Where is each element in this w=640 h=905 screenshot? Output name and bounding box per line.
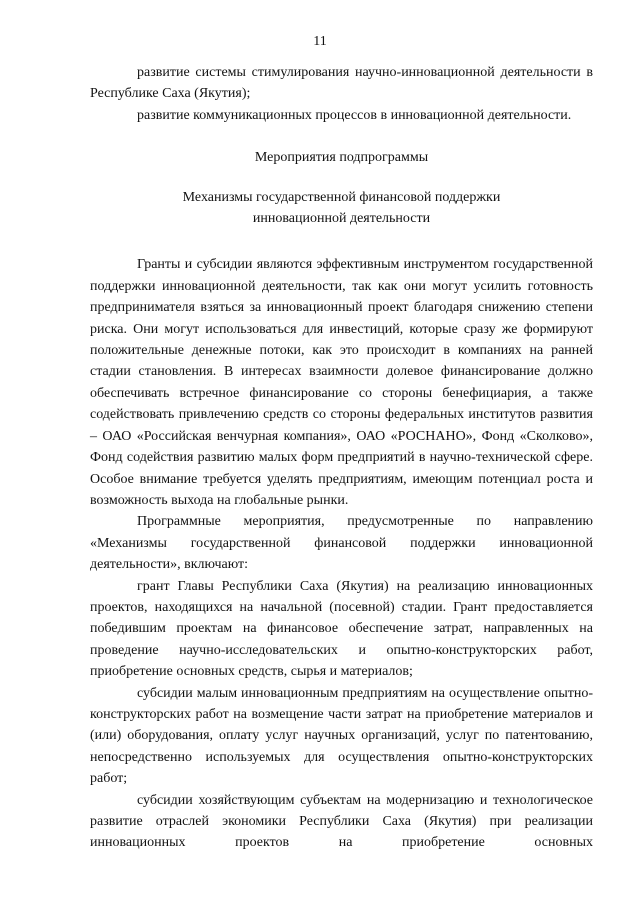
subsection-heading-line: Механизмы государственной финансовой поддержки: [182, 189, 501, 205]
page-number: 11: [313, 34, 327, 49]
intro-list-item: развитие системы стимулирования научно-инновационной деятельности в Республике Саха (Якутия);: [90, 65, 593, 102]
intro-list-item: развитие коммуникационных процессов в инновационной деятельности.: [137, 107, 572, 123]
document-body: [90, 62, 593, 854]
measure-list-item: грант Главы Республики Саха (Якутия) на реализацию инновационных проектов, находящихся на начальной (посевной) стадии. Грант предоставляется победившим проектам на финансовое обеспечение затрат, направленных на проведение научно-исследовательских и опытно-конструкторских работ, приобретение основных средств, сырья и материалов;: [90, 578, 593, 680]
measure-list-item: субсидии малым инновационным предприятиям на осуществление опытно-конструкторских работ на возмещение части затрат на приобретение материалов и (или) оборудования, оплату услуг научных организаций, услуг по патентованию, непосредственно используемых для осуществления опытно-конструкторских работ;: [90, 685, 593, 787]
subsection-heading-line: инновационной деятельности: [252, 211, 431, 227]
measure-list-item: субсидии хозяйствующим субъектам на модернизацию и технологическое развитие отраслей экономики Республики Саха (Якутия) при реализации инновационных проектов на приобретение основных: [90, 792, 593, 851]
body-paragraph: Гранты и субсидии являются эффективным инструментом государственной поддержки инновационной деятельности, так как они могут усилить готовность предпринимателя взяться за инновационный проект благодаря снижению степени риска. Они могут использоваться для инвестиций, которые сразу же формируют положительные денежные потоки, как это происходит в компаниях на ранней стадии становления. В интересах взаимности долевое финансирование должно обеспечивать встречное финансирование со стороны бенефициария, а также содействовать привлечению средств со стороны федеральных институтов развития – ОАО «Российская венчурная компания», ОАО «РОСНАНО», Фонд «Сколково», Фонд содействия развитию малых форм предприятий в научно-технической сфере. Особое внимание требуется уделять предприятиям, имеющим потенциал роста и возможность выхода на глобальные рынки.: [90, 257, 593, 508]
body-paragraph: Программные мероприятия, предусмотренные по направлению «Механизмы государственной финансовой поддержки инновационной деятельности», включают:: [90, 514, 593, 573]
spacer: [90, 126, 593, 147]
spacer: [90, 229, 593, 254]
section-heading: Мероприятия подпрограммы: [254, 150, 429, 166]
spacer: [90, 169, 593, 187]
